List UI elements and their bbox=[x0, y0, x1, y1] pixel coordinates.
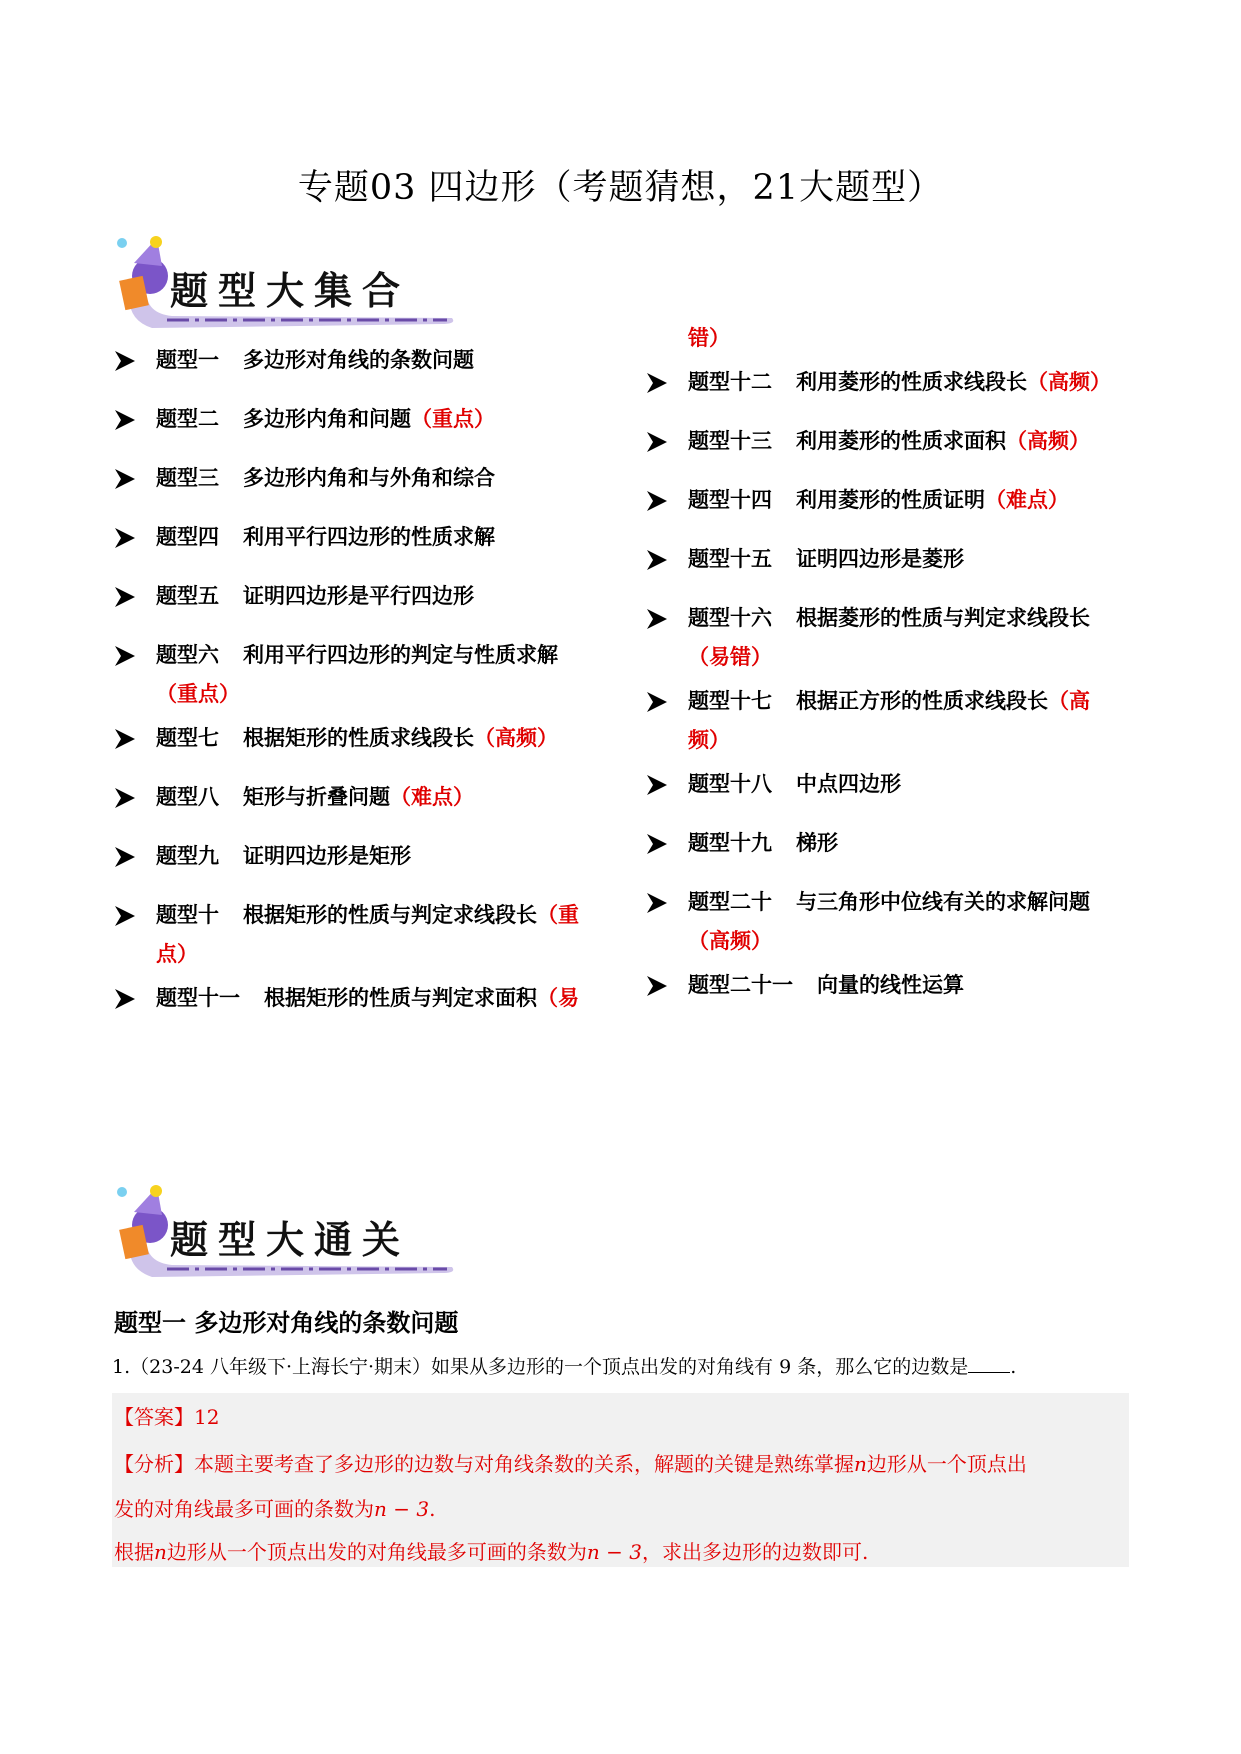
math-n: n bbox=[854, 1452, 867, 1476]
topic-item bbox=[114, 512, 584, 562]
answer-blank bbox=[968, 1354, 1010, 1373]
topic-list-right bbox=[646, 320, 1156, 1019]
topic-label: 题型十二 bbox=[688, 370, 772, 394]
topic-label: 题型二 bbox=[156, 407, 219, 431]
topic-text: 根据正方形的性质求线段长 bbox=[796, 689, 1048, 713]
topic-item bbox=[114, 713, 584, 763]
arrow-bullet-icon bbox=[114, 527, 136, 549]
analysis-line-3 bbox=[114, 1536, 868, 1565]
topic-item bbox=[114, 394, 584, 444]
topic-item bbox=[646, 416, 1156, 466]
topic-item bbox=[114, 571, 584, 621]
topic-tag: （重 bbox=[537, 903, 579, 927]
section-heading: 题型一 多边形对角线的条数问题 bbox=[114, 1309, 459, 1337]
topic-text: 利用平行四边形的判定与性质求解 bbox=[243, 643, 558, 667]
question-text: 如果从多边形的一个顶点出发的对角线有 9 条，那么它的边数是 bbox=[431, 1356, 969, 1378]
topic-item bbox=[646, 818, 1156, 868]
topic-text: 梯形 bbox=[796, 831, 838, 855]
analysis-text: . bbox=[429, 1497, 436, 1521]
topic-continuation: （易错） bbox=[688, 645, 772, 669]
topic-label: 题型八 bbox=[156, 785, 219, 809]
arrow-bullet-icon bbox=[646, 892, 668, 914]
topic-text: 证明四边形是菱形 bbox=[796, 547, 964, 571]
arrow-bullet-icon bbox=[646, 549, 668, 571]
topic-item bbox=[646, 593, 1156, 643]
topic-label: 题型十八 bbox=[688, 772, 772, 796]
arrow-bullet-icon bbox=[114, 468, 136, 490]
arrow-bullet-icon bbox=[646, 431, 668, 453]
topic-tag: （难点） bbox=[390, 785, 474, 809]
topic-item bbox=[114, 890, 584, 940]
topic-continuation: （高频） bbox=[688, 929, 772, 953]
arrow-bullet-icon bbox=[114, 409, 136, 431]
topic-item bbox=[114, 335, 584, 385]
topic-item bbox=[114, 772, 584, 822]
topic-label: 题型二十一 bbox=[688, 973, 793, 997]
topic-tag: （重点） bbox=[411, 407, 495, 431]
topic-tag: （高频） bbox=[1027, 370, 1111, 394]
topic-tag: （高频） bbox=[1006, 429, 1090, 453]
topic-item bbox=[646, 960, 1156, 1010]
arrow-bullet-icon bbox=[114, 846, 136, 868]
arrow-bullet-icon bbox=[114, 787, 136, 809]
topic-text: 向量的线性运算 bbox=[817, 973, 964, 997]
topic-label: 题型十五 bbox=[688, 547, 772, 571]
topic-label: 题型十四 bbox=[688, 488, 772, 512]
topic-text: 多边形内角和问题 bbox=[243, 407, 411, 431]
topic-label: 题型三 bbox=[156, 466, 219, 490]
topic-text: 多边形内角和与外角和综合 bbox=[243, 466, 495, 490]
banner-type-collection bbox=[112, 228, 462, 333]
banner-title: 题型大集合 bbox=[170, 268, 411, 313]
topic-label: 题型四 bbox=[156, 525, 219, 549]
topic-label: 题型十九 bbox=[688, 831, 772, 855]
analysis-text: 边形从一个顶点出 bbox=[866, 1452, 1027, 1476]
topic-text: 证明四边形是矩形 bbox=[243, 844, 411, 868]
topic-label: 题型十三 bbox=[688, 429, 772, 453]
arrow-bullet-icon bbox=[646, 608, 668, 630]
analysis-text: 本题主要考查了多边形的边数与对角线条数的关系，解题的关键是熟练掌握 bbox=[194, 1452, 854, 1476]
topic-tag: （难点） bbox=[985, 488, 1069, 512]
topic-continuation: 错） bbox=[688, 326, 730, 350]
topic-item bbox=[114, 831, 584, 881]
answer-box bbox=[112, 1393, 1129, 1567]
topic-text: 与三角形中位线有关的求解问题 bbox=[796, 890, 1090, 914]
topic-text: 利用菱形的性质求线段长 bbox=[796, 370, 1027, 394]
topic-item bbox=[646, 357, 1156, 407]
topic-tag: （高 bbox=[1048, 689, 1090, 713]
topic-text: 多边形对角线的条数问题 bbox=[243, 348, 474, 372]
analysis-text: 边形从一个顶点出发的对角线最多可画的条数为 bbox=[166, 1540, 587, 1564]
topic-tag: （高频） bbox=[474, 726, 558, 750]
topic-label: 题型二十 bbox=[688, 890, 772, 914]
arrow-bullet-icon bbox=[646, 372, 668, 394]
arrow-bullet-icon bbox=[114, 586, 136, 608]
topic-item bbox=[646, 534, 1156, 584]
topic-text: 根据矩形的性质与判定求面积 bbox=[264, 986, 537, 1010]
topic-text: 利用菱形的性质求面积 bbox=[796, 429, 1006, 453]
analysis-label: 【分析】 bbox=[114, 1452, 194, 1476]
analysis-text: ，求出多边形的边数即可. bbox=[641, 1540, 869, 1564]
page-title: 专题03 四边形（考题猜想，21大题型） bbox=[297, 168, 944, 208]
arrow-bullet-icon bbox=[114, 905, 136, 927]
topic-list-left bbox=[114, 335, 584, 1032]
topic-label: 题型六 bbox=[156, 643, 219, 667]
answer-line bbox=[114, 1401, 219, 1430]
question-number: 1. bbox=[112, 1356, 131, 1378]
arrow-bullet-icon bbox=[114, 645, 136, 667]
topic-item bbox=[114, 630, 584, 680]
topic-continuation: 点） bbox=[156, 942, 198, 966]
question-source: （23-24 八年级下·上海长宁·期末） bbox=[130, 1356, 432, 1378]
topic-continuation: （重点） bbox=[156, 682, 240, 706]
topic-label: 题型十一 bbox=[156, 986, 240, 1010]
topic-text: 利用菱形的性质证明 bbox=[796, 488, 985, 512]
analysis-text: 根据 bbox=[114, 1540, 154, 1564]
topic-label: 题型十 bbox=[156, 903, 219, 927]
analysis-text: 发的对角线最多可画的条数为 bbox=[114, 1497, 374, 1521]
arrow-bullet-icon bbox=[646, 774, 668, 796]
arrow-bullet-icon bbox=[646, 833, 668, 855]
analysis-line-1 bbox=[114, 1448, 1027, 1477]
arrow-bullet-icon bbox=[114, 728, 136, 750]
arrow-bullet-icon bbox=[646, 975, 668, 997]
topic-item bbox=[646, 475, 1156, 525]
answer-value: 12 bbox=[194, 1405, 220, 1429]
topic-text: 根据矩形的性质与判定求线段长 bbox=[243, 903, 537, 927]
arrow-bullet-icon bbox=[646, 490, 668, 512]
topic-label: 题型一 bbox=[156, 348, 219, 372]
topic-item bbox=[646, 759, 1156, 809]
topic-label: 题型十六 bbox=[688, 606, 772, 630]
topic-label: 题型五 bbox=[156, 584, 219, 608]
banner-title: 题型大通关 bbox=[170, 1217, 411, 1262]
topic-text: 利用平行四边形的性质求解 bbox=[243, 525, 495, 549]
topic-label: 题型九 bbox=[156, 844, 219, 868]
question-end: . bbox=[1010, 1356, 1017, 1378]
math-n-minus-3: n − 3 bbox=[374, 1497, 430, 1521]
topic-text: 根据矩形的性质求线段长 bbox=[243, 726, 474, 750]
topic-text: 中点四边形 bbox=[796, 772, 901, 796]
topic-tag: （易 bbox=[537, 986, 579, 1010]
arrow-bullet-icon bbox=[114, 350, 136, 372]
question-1 bbox=[112, 1352, 1016, 1379]
topic-item bbox=[114, 453, 584, 503]
answer-label: 【答案】 bbox=[114, 1405, 194, 1429]
topic-text: 根据菱形的性质与判定求线段长 bbox=[796, 606, 1090, 630]
topic-label: 题型十七 bbox=[688, 689, 772, 713]
banner-type-practice bbox=[112, 1177, 462, 1282]
topic-item bbox=[646, 676, 1156, 726]
topic-continuation: 频） bbox=[688, 728, 730, 752]
arrow-bullet-icon bbox=[114, 988, 136, 1010]
topic-text: 矩形与折叠问题 bbox=[243, 785, 390, 809]
math-n-minus-3: n − 3 bbox=[586, 1540, 642, 1564]
math-n: n bbox=[154, 1540, 167, 1564]
topic-text: 证明四边形是平行四边形 bbox=[243, 584, 474, 608]
topic-item bbox=[114, 973, 584, 1023]
topic-label: 题型七 bbox=[156, 726, 219, 750]
analysis-line-2 bbox=[114, 1493, 435, 1522]
topic-item bbox=[646, 877, 1156, 927]
arrow-bullet-icon bbox=[646, 691, 668, 713]
